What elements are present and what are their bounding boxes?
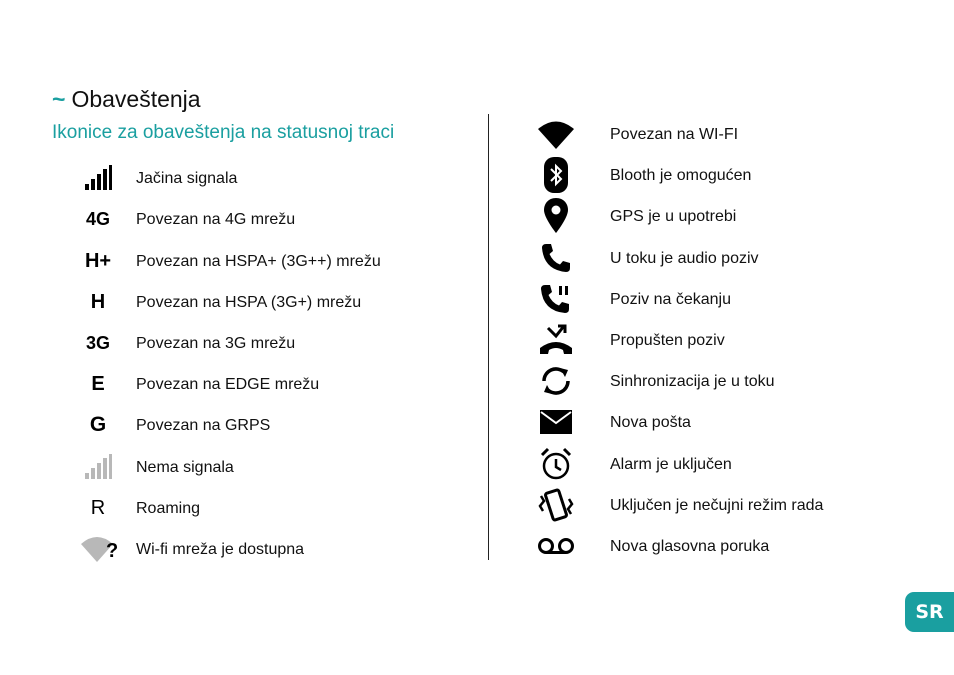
sync-icon bbox=[536, 361, 576, 401]
language-badge: SR bbox=[905, 592, 954, 632]
list-item-label: Povezan na WI-FI bbox=[610, 126, 739, 143]
list-item-label: Uključen je nečujni režim rada bbox=[610, 497, 824, 514]
hspa-icon: H bbox=[90, 290, 106, 313]
missed-call-icon bbox=[536, 320, 576, 360]
list-item-label: Povezan na 3G mrežu bbox=[136, 335, 296, 352]
list-item-label: Propušten poziv bbox=[610, 332, 725, 349]
4g-icon: 4G bbox=[85, 208, 110, 229]
list-item-label: Nema signala bbox=[136, 459, 234, 476]
list-item-label: Roaming bbox=[136, 500, 201, 517]
roaming-icon: R bbox=[90, 496, 106, 519]
gprs-icon: G bbox=[89, 413, 107, 436]
bluetooth-icon bbox=[536, 155, 576, 195]
title-text: Obaveštenja bbox=[71, 86, 201, 112]
list-item-label: Blooth je omogućen bbox=[610, 167, 752, 184]
list-item-label: Wi-fi mreža je dostupna bbox=[136, 541, 305, 558]
list-item-label: GPS je u upotrebi bbox=[610, 208, 737, 225]
signal-strength-icon bbox=[78, 158, 118, 198]
list-item-label: Povezan na GRPS bbox=[136, 417, 271, 434]
section-subheading: Ikonice za obaveštenja na statusnoj traci bbox=[52, 122, 395, 143]
call-on-hold-icon bbox=[536, 279, 576, 319]
list-item-label: Povezan na HSPA (3G+) mrežu bbox=[136, 294, 362, 311]
wifi-icon bbox=[536, 114, 576, 154]
alarm-clock-icon bbox=[536, 444, 576, 484]
page-title bbox=[52, 86, 201, 113]
list-item-label: Povezan na EDGE mrežu bbox=[136, 376, 320, 393]
edge-icon: E bbox=[91, 372, 105, 395]
mail-icon bbox=[536, 402, 576, 442]
list-item-label: Nova glasovna poruka bbox=[610, 538, 770, 555]
phone-call-icon bbox=[536, 238, 576, 278]
list-item-label: Povezan na 4G mrežu bbox=[136, 211, 296, 228]
list-item-label: Sinhronizacija je u toku bbox=[610, 373, 775, 390]
hspa-plus-icon: H+ bbox=[84, 249, 112, 272]
voicemail-icon bbox=[536, 526, 576, 566]
title-tilde: ~ bbox=[52, 86, 66, 112]
list-item-label: Povezan na HSPA+ (3G++) mrežu bbox=[136, 253, 381, 270]
question-mark-glyph: ? bbox=[106, 540, 119, 562]
vibrate-icon bbox=[536, 485, 576, 525]
list-item-label: Nova pošta bbox=[610, 414, 691, 431]
3g-icon: 3G bbox=[85, 332, 110, 353]
list-item-label: U toku je audio poziv bbox=[610, 250, 759, 267]
list-item-label: Jačina signala bbox=[136, 170, 238, 187]
column-divider bbox=[488, 114, 489, 560]
list-item-label: Poziv na čekanju bbox=[610, 291, 731, 308]
list-item-label: Alarm je uključen bbox=[610, 456, 732, 473]
no-signal-icon bbox=[78, 447, 118, 487]
location-pin-icon bbox=[536, 196, 576, 236]
